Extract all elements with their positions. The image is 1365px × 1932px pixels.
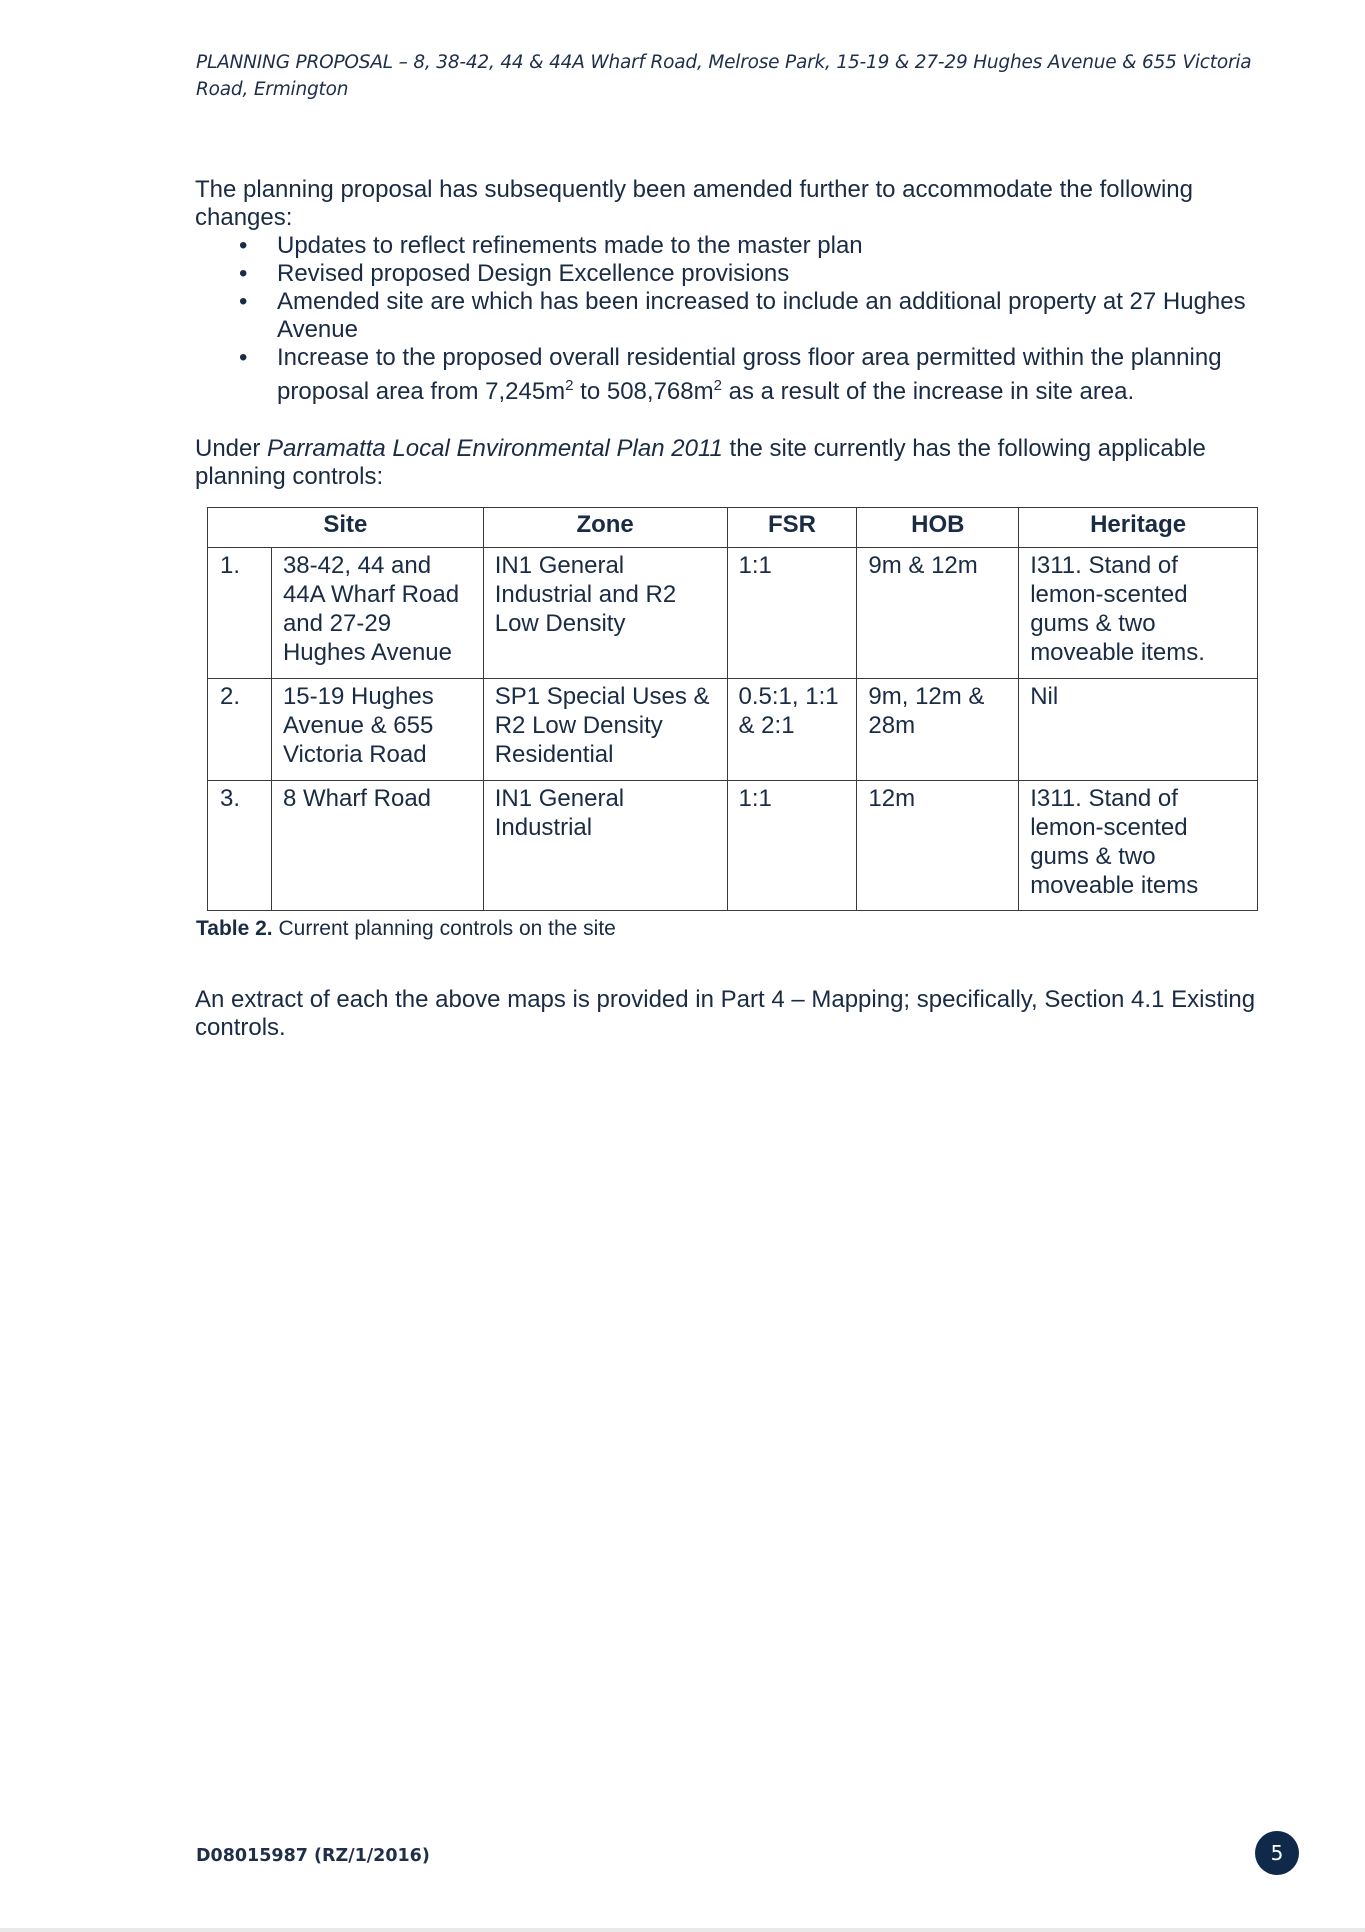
table-row xyxy=(208,781,1258,911)
list-item xyxy=(195,260,1305,288)
fsr-cell: 1:1 xyxy=(727,548,857,679)
hob-cell: 12m xyxy=(857,781,1019,911)
heritage-cell: Nil xyxy=(1019,679,1258,781)
controls-intro-suffix: the site currently has the following applicable planning controls: xyxy=(195,435,1206,490)
planning-controls-table xyxy=(207,507,1258,911)
superscript-2: 2 xyxy=(713,377,722,394)
hob-cell: 9m & 12m xyxy=(857,548,1019,679)
bullet-icon: • xyxy=(239,288,248,315)
hob-cell: 9m, 12m & 28m xyxy=(857,679,1019,781)
closing-paragraph: An extract of each the above maps is provided in Part 4 – Mapping; specifically, Section 4.1 Existing controls. xyxy=(195,986,1256,1041)
intro-paragraph: The planning proposal has subsequently been amended further to accommodate the following changes: xyxy=(195,176,1193,231)
fsr-cell: 1:1 xyxy=(727,781,857,911)
site-cell: 38-42, 44 and 44A Wharf Road and 27-29 Hughes Avenue xyxy=(271,548,483,679)
column-header-heritage: Heritage xyxy=(1019,508,1258,548)
list-item-text xyxy=(277,344,1222,405)
gfa-text-part1: Increase to the proposed overall residential gross floor area permitted within the planning proposal area from 7,245m xyxy=(277,344,1222,405)
table-header-row xyxy=(208,508,1258,548)
row-number: 1. xyxy=(208,548,272,679)
table-caption xyxy=(196,916,616,942)
bullet-icon: • xyxy=(239,232,248,259)
bullet-icon: • xyxy=(239,260,248,287)
list-item xyxy=(195,232,1305,260)
document-reference: D08015987 (RZ/1/2016) xyxy=(196,1846,430,1866)
lep-name: Parramatta Local Environmental Plan 2011 xyxy=(267,435,723,462)
page-number-badge: 5 xyxy=(1255,1831,1299,1875)
page-bottom-edge xyxy=(0,1928,1365,1932)
list-item xyxy=(195,288,1305,344)
column-header-hob: HOB xyxy=(857,508,1019,548)
gfa-text-part2: to 508,768m xyxy=(573,378,714,405)
fsr-cell: 0.5:1, 1:1 & 2:1 xyxy=(727,679,857,781)
controls-intro-paragraph xyxy=(195,435,1295,491)
zone-cell: IN1 General Industrial xyxy=(483,781,727,911)
list-item-text: Amended site are which has been increased to include an additional property at 27 Hughes Avenue xyxy=(277,288,1246,343)
table-row xyxy=(208,679,1258,781)
table-caption-label: Table 2. xyxy=(196,917,273,940)
table-row xyxy=(208,548,1258,679)
list-item-text: Updates to reflect refinements made to the master plan xyxy=(277,232,863,259)
list-item-text: Revised proposed Design Excellence provisions xyxy=(277,260,790,287)
list-item xyxy=(195,344,1305,406)
site-cell: 15-19 Hughes Avenue & 655 Victoria Road xyxy=(271,679,483,781)
superscript-2: 2 xyxy=(565,377,574,394)
column-header-fsr: FSR xyxy=(727,508,857,548)
page-header: PLANNING PROPOSAL – 8, 38-42, 44 & 44A Wharf Road, Melrose Park, 15-19 & 27-29 Hughes Avenue & 655 Victoria Road, Ermington xyxy=(196,52,1252,100)
controls-intro-prefix: Under xyxy=(195,435,268,462)
zone-cell: IN1 General Industrial and R2 Low Density xyxy=(483,548,727,679)
column-header-zone: Zone xyxy=(483,508,727,548)
row-number: 3. xyxy=(208,781,272,911)
heritage-cell: I311. Stand of lemon-scented gums & two moveable items xyxy=(1019,781,1258,911)
gfa-text-part3: as a result of the increase in site area. xyxy=(721,378,1135,405)
site-cell: 8 Wharf Road xyxy=(271,781,483,911)
zone-cell: SP1 Special Uses & R2 Low Density Residential xyxy=(483,679,727,781)
column-header-site: Site xyxy=(208,508,484,548)
changes-list xyxy=(195,232,1305,406)
row-number: 2. xyxy=(208,679,272,781)
heritage-cell: I311. Stand of lemon-scented gums & two moveable items. xyxy=(1019,548,1258,679)
table-caption-text: Current planning controls on the site xyxy=(272,917,616,940)
bullet-icon: • xyxy=(239,344,248,371)
